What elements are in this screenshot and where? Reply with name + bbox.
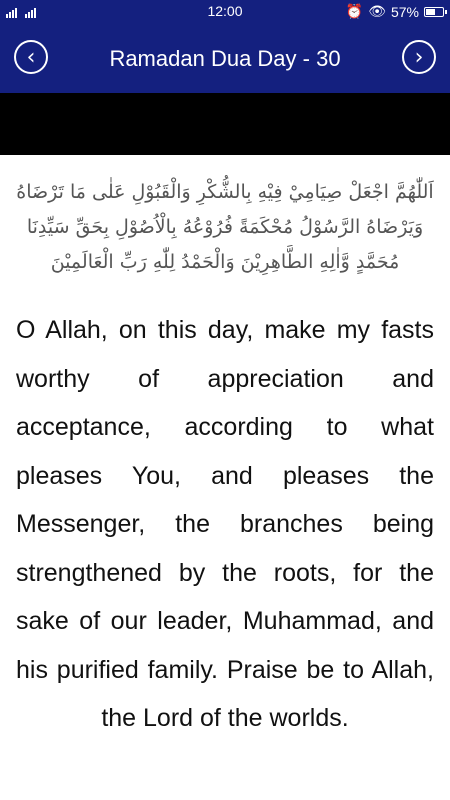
- app-bar: [0, 24, 450, 93]
- alarm-icon: ⏰: [345, 3, 364, 19]
- banner-area: [0, 93, 450, 155]
- page-title: Ramadan Dua Day - 30: [109, 46, 341, 71]
- eye-icon: 👁: [368, 3, 386, 19]
- battery-percent: 57%: [390, 3, 419, 20]
- arabic-line-1: اَللّٰهُمَّ اجْعَلْ صِيَامِيْ فِيْهِ بِالشُّكْرِ وَالْقَبُوْلِ عَلٰى مَا تَرْضَاهُ: [16, 181, 434, 203]
- status-time: 12:00: [207, 3, 243, 19]
- chevron-left-icon: ‹: [26, 44, 36, 70]
- battery-icon: [424, 7, 444, 17]
- dua-translation: O Allah, on this day, make my fasts worthy of appreciation and acceptance, according to what pleases You, and pleases the Messenger, the branches being strengthened by the roots, for the sake of our leader, Muhammad, and his purified family. Praise be to Allah, the Lord of the worlds.: [16, 316, 434, 732]
- arabic-line-2: وَيَرْضَاهُ الرَّسُوْلُ مُحْكَمَةً فُرُوْعُهُ بِالْاُصُوْلِ بِحَقِّ سَيِّدِنَا: [26, 216, 424, 238]
- status-right: [346, 3, 444, 20]
- chevron-right-icon: ›: [414, 44, 424, 70]
- next-day-button[interactable]: [402, 40, 436, 74]
- status-bar: [0, 0, 450, 24]
- arabic-dua-text: [14, 175, 436, 285]
- arabic-line-3: مُحَمَّدٍ وَّاٰلِهِ الطَّاهِرِيْنَ وَالْحَمْدُ لِلّٰهِ رَبِّ الْعَالَمِيْنَ: [50, 251, 400, 273]
